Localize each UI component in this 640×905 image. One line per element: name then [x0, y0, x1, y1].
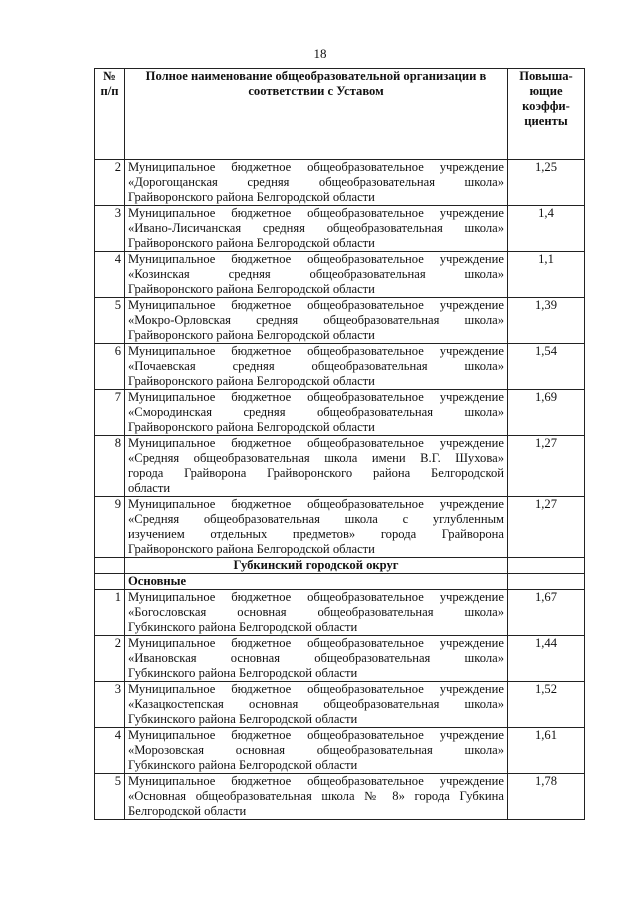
section-empty-cell [95, 558, 125, 574]
organization-name-line: изучением отдельных предметов» города Грайворона [128, 527, 504, 541]
organization-name [125, 774, 508, 820]
table-row [95, 160, 585, 206]
header-coefficient: Повыша-ющие коэффи-циенты [508, 69, 585, 160]
table-row [95, 682, 585, 728]
row-number: 8 [95, 436, 125, 497]
header-number: № п/п [95, 69, 125, 160]
table-row [95, 206, 585, 252]
row-number: 3 [95, 682, 125, 728]
section-empty-cell [508, 558, 585, 574]
organization-name [125, 390, 508, 436]
organization-name-line: Муниципальное бюджетное общеобразовательное учреждение [128, 728, 504, 742]
organization-name-line: Муниципальное бюджетное общеобразовательное учреждение [128, 682, 504, 696]
table-row [95, 774, 585, 820]
row-number: 6 [95, 344, 125, 390]
organization-name [125, 728, 508, 774]
organization-name [125, 160, 508, 206]
organization-name-line: Грайворонского района Белгородской области [128, 190, 375, 204]
organization-name [125, 436, 508, 497]
coefficient-value: 1,27 [508, 497, 585, 558]
organization-name-line: Муниципальное бюджетное общеобразовательное учреждение [128, 436, 504, 450]
coefficient-value: 1,1 [508, 252, 585, 298]
organization-name-line: «Смородинская средняя общеобразовательная школа» [128, 405, 504, 419]
organization-name-line: Муниципальное бюджетное общеобразовательное учреждение [128, 298, 504, 312]
organization-name-line: Грайворонского района Белгородской области [128, 328, 375, 342]
coefficient-value: 1,25 [508, 160, 585, 206]
organization-name-line: «Ивановская основная общеобразовательная школа» [128, 651, 504, 665]
row-number: 2 [95, 160, 125, 206]
coefficient-value: 1,4 [508, 206, 585, 252]
table-row [95, 344, 585, 390]
row-number: 5 [95, 298, 125, 344]
organization-name-line: области [128, 481, 171, 495]
table-row [95, 252, 585, 298]
organization-name-line: «Основная общеобразовательная школа № 8» города Губкина [128, 789, 504, 803]
organization-name-line: «Козинская средняя общеобразовательная школа» [128, 267, 504, 281]
table-row [95, 636, 585, 682]
organization-name-line: Муниципальное бюджетное общеобразовательное учреждение [128, 774, 504, 788]
coefficient-value: 1,69 [508, 390, 585, 436]
table-body-gubkin [95, 590, 585, 820]
organization-name-line: «Почаевская средняя общеобразовательная школа» [128, 359, 504, 373]
row-number: 4 [95, 728, 125, 774]
organization-name-line: Грайворонского района Белгородской области [128, 374, 375, 388]
coefficients-table [94, 68, 585, 820]
organization-name-line: Муниципальное бюджетное общеобразовательное учреждение [128, 160, 504, 174]
organization-name-line: «Богословская основная общеобразовательная школа» [128, 605, 504, 619]
organization-name-line: Грайворонского района Белгородской области [128, 420, 375, 434]
organization-name-line: «Дорогощанская средняя общеобразовательная школа» [128, 175, 504, 189]
organization-name-line: Губкинского района Белгородской области [128, 666, 358, 680]
organization-name-line: Губкинского района Белгородской области [128, 620, 358, 634]
organization-name [125, 252, 508, 298]
organization-name-line: Муниципальное бюджетное общеобразовательное учреждение [128, 252, 504, 266]
organization-name-line: Муниципальное бюджетное общеобразовательное учреждение [128, 344, 504, 358]
organization-name-line: Муниципальное бюджетное общеобразовательное учреждение [128, 636, 504, 650]
organization-name-line: Губкинского района Белгородской области [128, 712, 358, 726]
organization-name [125, 682, 508, 728]
coefficient-value: 1,54 [508, 344, 585, 390]
row-number: 7 [95, 390, 125, 436]
organization-name-line: «Ивано-Лисичанская средняя общеобразовательная школа» [128, 221, 504, 235]
organization-name [125, 344, 508, 390]
coefficient-value: 1,67 [508, 590, 585, 636]
header-organization-name: Полное наименование общеобразовательной организации в соответствии с Уставом [125, 69, 508, 160]
coefficient-value: 1,44 [508, 636, 585, 682]
coefficient-value: 1,61 [508, 728, 585, 774]
organization-name-line: Грайворонского района Белгородской области [128, 542, 375, 556]
organization-name-line: Губкинского района Белгородской области [128, 758, 358, 772]
table-row [95, 497, 585, 558]
table-row [95, 728, 585, 774]
organization-name [125, 298, 508, 344]
row-number: 5 [95, 774, 125, 820]
coefficient-value: 1,52 [508, 682, 585, 728]
organization-name-line: Грайворонского района Белгородской области [128, 236, 375, 250]
table-row [95, 590, 585, 636]
page-number: 18 [313, 46, 327, 61]
row-number: 2 [95, 636, 125, 682]
organization-name-line: Муниципальное бюджетное общеобразовательное учреждение [128, 590, 504, 604]
organization-name-line: Муниципальное бюджетное общеобразовательное учреждение [128, 390, 504, 404]
row-number: 3 [95, 206, 125, 252]
subsection-empty-cell [95, 574, 125, 590]
organization-name-line: «Средняя общеобразовательная школа имени В.Г. Шухова» [128, 451, 504, 465]
organization-name-line: «Морозовская основная общеобразовательная школа» [128, 743, 504, 757]
organization-name [125, 636, 508, 682]
organization-name-line: «Казацкостепская основная общеобразовательная школа» [128, 697, 504, 711]
coefficient-value: 1,27 [508, 436, 585, 497]
table-body-grayvoron [95, 160, 585, 558]
organization-name-line: города Грайворона Грайворонского района Белгородской [128, 466, 504, 480]
subsection-title: Основные [125, 574, 508, 590]
table-header-row [95, 69, 585, 160]
section-row [95, 558, 585, 574]
table-row [95, 390, 585, 436]
organization-name-line: Муниципальное бюджетное общеобразовательное учреждение [128, 497, 504, 511]
table-row [95, 436, 585, 497]
table-row [95, 298, 585, 344]
subsection-row [95, 574, 585, 590]
organization-name [125, 590, 508, 636]
row-number: 1 [95, 590, 125, 636]
organization-name-line: «Средняя общеобразовательная школа с углубленным [128, 512, 504, 526]
row-number: 4 [95, 252, 125, 298]
organization-name-line: Муниципальное бюджетное общеобразовательное учреждение [128, 206, 504, 220]
row-number: 9 [95, 497, 125, 558]
organization-name-line: Грайворонского района Белгородской области [128, 282, 375, 296]
coefficient-value: 1,39 [508, 298, 585, 344]
subsection-empty-cell [508, 574, 585, 590]
section-title: Губкинский городской округ [125, 558, 508, 574]
organization-name-line: Белгородской области [128, 804, 247, 818]
organization-name-line: «Мокро-Орловская средняя общеобразовательная школа» [128, 313, 504, 327]
coefficient-value: 1,78 [508, 774, 585, 820]
organization-name [125, 497, 508, 558]
organization-name [125, 206, 508, 252]
